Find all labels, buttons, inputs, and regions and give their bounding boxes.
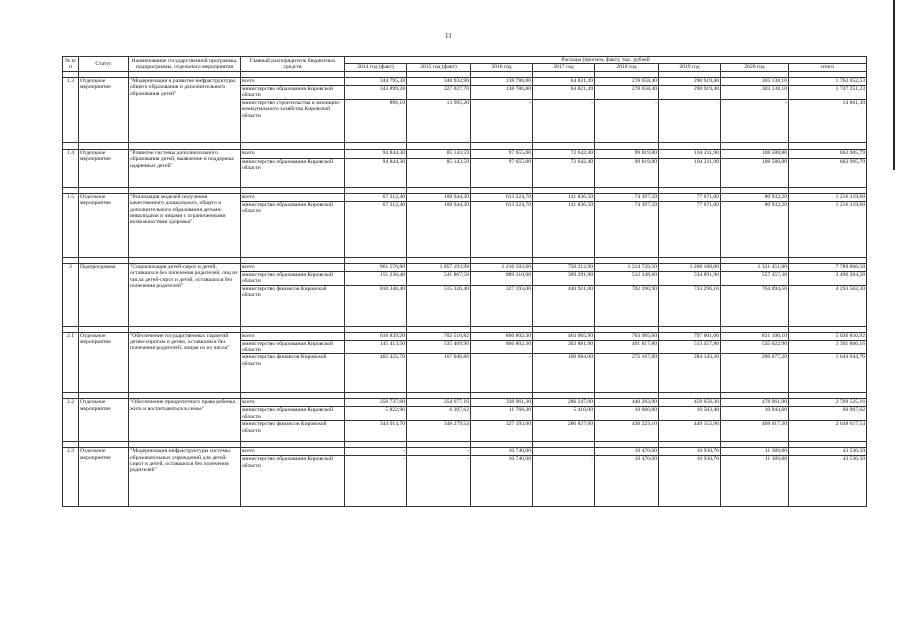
row-year-value: - bbox=[471, 99, 533, 142]
row-year-value: 72 642,40 bbox=[533, 158, 595, 187]
row-budget-admin: всего bbox=[241, 332, 345, 340]
row-year-value: 327 193,00 bbox=[471, 421, 533, 442]
row-status: Отдельное мероприятие bbox=[79, 149, 129, 187]
row-budget-admin: всего bbox=[241, 149, 345, 158]
row-status: Отдельное мероприятие bbox=[79, 332, 129, 393]
row-budget-admin: министерство финансов Кировской области bbox=[241, 285, 345, 326]
table-row bbox=[63, 263, 867, 271]
row-year-value: 344 914,70 bbox=[345, 421, 407, 442]
empty-cell bbox=[659, 142, 721, 149]
row-number: 2.1 bbox=[63, 332, 79, 393]
row-year-value: 67 312,40 bbox=[345, 193, 407, 201]
row-year-value: 866 802,30 bbox=[471, 340, 533, 354]
empty-cell bbox=[721, 142, 789, 149]
row-year-value: - bbox=[345, 456, 407, 507]
row-year-value: 702 390,90 bbox=[595, 285, 659, 326]
row-year-value: 99 819,80 bbox=[595, 149, 659, 158]
row-year-value: 167 046,86 bbox=[407, 354, 471, 393]
row-status: Подпрограмма bbox=[79, 263, 129, 326]
row-program-name: "Реализация моделей получения качественного дошкольного, общего и дополнительного образования детьми-инвалидами и лицами с ограниченными возможностями здоровья" bbox=[129, 193, 241, 257]
row-year-value: 141 836,50 bbox=[533, 201, 595, 257]
row-year-value: 296 077,20 bbox=[721, 354, 789, 393]
row-program-name: "Обеспечение государственных гарантий детям-сиротам и детям, оставшимся без попечения родителей, лицам из их числа" bbox=[129, 332, 241, 393]
row-budget-admin: министерство образования Кировской области bbox=[241, 158, 345, 187]
row-year-value: 138 786,80 bbox=[471, 77, 533, 85]
row-year-value: 1 321 451,80 bbox=[721, 263, 789, 271]
row-budget-admin: министерство образования Кировской области bbox=[241, 407, 345, 421]
empty-cell bbox=[471, 142, 533, 149]
row-year-value: 10 944,60 bbox=[721, 407, 789, 421]
row-program-name: "Модернизация и развитие инфраструктуры общего образования и дополнительного образования детей" bbox=[129, 77, 241, 142]
row-year-value: 138 786,80 bbox=[471, 85, 533, 99]
row-total-value: 5 036 810,92 bbox=[789, 332, 867, 340]
row-budget-admin: министерство финансов Кировской области bbox=[241, 354, 345, 393]
row-year-value: 11 389,80 bbox=[721, 448, 789, 456]
row-program-name: "Развитие системы дополнительного образования детей, выявление и поддержка одаренных детей" bbox=[129, 149, 241, 187]
row-year-value: 1 216 503,60 bbox=[471, 263, 533, 271]
row-year-value: 160 944,30 bbox=[407, 193, 471, 201]
row-budget-admin: всего bbox=[241, 263, 345, 271]
row-number: 2 bbox=[63, 263, 79, 326]
row-year-value: 80 933,20 bbox=[721, 201, 789, 257]
row-year-value: 151 236,40 bbox=[345, 271, 407, 285]
row-budget-admin: министерство образования Кировской области bbox=[241, 271, 345, 285]
row-year-value: 10 930,70 bbox=[659, 448, 721, 456]
row-year-value: 10 470,00 bbox=[595, 456, 659, 507]
row-year-value: 10 740,00 bbox=[471, 448, 533, 456]
row-total-value: 1 644 944,76 bbox=[789, 354, 867, 393]
row-year-value: 810 340,40 bbox=[345, 285, 407, 326]
row-year-value: 97 655,00 bbox=[471, 158, 533, 187]
row-year-value: 961 576,80 bbox=[345, 263, 407, 271]
header-status: Статус bbox=[79, 57, 129, 72]
row-year-value: 286 247,00 bbox=[533, 399, 595, 407]
year-header: 2015 год (факт) bbox=[407, 64, 471, 71]
row-budget-admin: министерство образования Кировской области bbox=[241, 85, 345, 99]
row-year-value: - bbox=[471, 354, 533, 393]
row-year-value: 108 588,80 bbox=[721, 158, 789, 187]
row-year-value: 534 891,90 bbox=[659, 271, 721, 285]
row-year-value: 449 152,90 bbox=[659, 421, 721, 442]
empty-cell bbox=[345, 142, 407, 149]
row-number: 2.3 bbox=[63, 448, 79, 507]
row-program-name: "Модернизация инфраструктуры системы образовательных учреждений для детей-сирот и детей, оставшихся без попечения родителей" bbox=[129, 448, 241, 507]
row-year-value: 733 296,10 bbox=[659, 285, 721, 326]
row-year-value: 541 867,58 bbox=[407, 271, 471, 285]
row-year-value: 13 905,20 bbox=[407, 99, 471, 142]
row-budget-admin: министерство образования Кировской области bbox=[241, 340, 345, 354]
row-year-value: 10 930,70 bbox=[659, 456, 721, 507]
row-year-value: 459 656,30 bbox=[659, 399, 721, 407]
row-year-value: 99 819,80 bbox=[595, 158, 659, 187]
row-year-value: 348 279,54 bbox=[407, 421, 471, 442]
row-year-value: 72 642,40 bbox=[533, 149, 595, 158]
row-year-value: 491 817,80 bbox=[595, 340, 659, 354]
row-year-value: 344 795,38 bbox=[345, 77, 407, 85]
row-total-value: 14 801,30 bbox=[789, 99, 867, 142]
row-year-value: - bbox=[659, 99, 721, 142]
row-year-value: 468 017,30 bbox=[721, 421, 789, 442]
row-year-value: 1 268 188,00 bbox=[659, 263, 721, 271]
row-year-value: 64 821,49 bbox=[533, 77, 595, 85]
row-year-value: 763 985,60 bbox=[595, 332, 659, 340]
row-year-value: 764 094,50 bbox=[721, 285, 789, 326]
row-budget-admin: всего bbox=[241, 193, 345, 201]
row-total-value: 2 648 617,54 bbox=[789, 421, 867, 442]
table-row bbox=[63, 332, 867, 340]
row-total-value: 43 530,50 bbox=[789, 456, 867, 507]
row-number: 1.4 bbox=[63, 149, 79, 187]
row-year-value: 74 397,50 bbox=[595, 201, 659, 257]
row-year-value: 10 470,00 bbox=[595, 448, 659, 456]
row-budget-admin: министерство образования Кировской области bbox=[241, 201, 345, 257]
row-status: Отдельное мероприятие bbox=[79, 77, 129, 142]
table-row bbox=[63, 149, 867, 158]
row-year-value: 515 326,40 bbox=[407, 285, 471, 326]
header-expenses: Расходы (прогноз, факт), тыс. рублей bbox=[345, 57, 867, 64]
row-year-value: 797 601,00 bbox=[659, 332, 721, 340]
row-total-value: 662 905,79 bbox=[789, 149, 867, 158]
header-row bbox=[63, 57, 867, 64]
row-year-value: - bbox=[407, 448, 471, 456]
row-year-value: 1 214 739,50 bbox=[595, 263, 659, 271]
row-year-value: 10 060,80 bbox=[595, 407, 659, 421]
row-year-value: 85 143,59 bbox=[407, 149, 471, 158]
table-body bbox=[63, 71, 867, 506]
budget-table bbox=[62, 56, 867, 507]
row-year-value: 350 737,60 bbox=[345, 399, 407, 407]
row-total-value: 7 789 866,58 bbox=[789, 263, 867, 271]
year-header: 2014 год (факт) bbox=[345, 64, 407, 71]
row-year-value: - bbox=[533, 456, 595, 507]
table-row bbox=[63, 77, 867, 85]
row-year-value: 160 084,00 bbox=[533, 354, 595, 393]
row-total-value: 1 762 052,53 bbox=[789, 77, 867, 85]
row-total-value: 2 709 525,16 bbox=[789, 399, 867, 407]
row-year-value: - bbox=[345, 448, 407, 456]
row-budget-admin: министерство финансов Кировской области bbox=[241, 421, 345, 442]
empty-cell bbox=[533, 142, 595, 149]
row-year-value: 463 965,90 bbox=[533, 332, 595, 340]
row-status: Отдельное мероприятие bbox=[79, 448, 129, 507]
row-total-value: 43 530,50 bbox=[789, 448, 867, 456]
row-year-value: 145 413,50 bbox=[345, 340, 407, 354]
row-year-value: 303 138,10 bbox=[721, 77, 789, 85]
row-year-value: - bbox=[533, 99, 595, 142]
row-year-value: 6 397,62 bbox=[407, 407, 471, 421]
row-year-value: 278 658,40 bbox=[595, 85, 659, 99]
empty-cell bbox=[63, 142, 79, 149]
row-budget-admin: всего bbox=[241, 399, 345, 407]
header-admin: Главный распорядитель бюджетных средств bbox=[241, 57, 345, 72]
row-year-value: 94 844,30 bbox=[345, 149, 407, 158]
row-budget-admin: министерство строительства и жилищно-коммунального хозяйства Кировской области bbox=[241, 99, 345, 142]
row-year-value: 896,10 bbox=[345, 99, 407, 142]
row-year-value: 327 027,76 bbox=[407, 85, 471, 99]
row-year-value: 866 802,30 bbox=[471, 332, 533, 340]
empty-cell bbox=[407, 142, 471, 149]
row-year-value: 465 425,70 bbox=[345, 354, 407, 393]
row-year-value: 513 457,80 bbox=[659, 340, 721, 354]
row-year-value: 97 655,00 bbox=[471, 149, 533, 158]
row-year-value: 141 836,50 bbox=[533, 193, 595, 201]
row-year-value: 610 839,20 bbox=[345, 332, 407, 340]
empty-cell bbox=[79, 142, 129, 149]
year-header: итого bbox=[789, 64, 867, 71]
header-name: Наименование государственной программы, подпрограммы, отдельного мероприятия bbox=[129, 57, 241, 72]
table-row bbox=[63, 448, 867, 456]
row-year-value: - bbox=[721, 99, 789, 142]
row-year-value: 77 671,00 bbox=[659, 201, 721, 257]
row-year-value: 290 919,40 bbox=[659, 77, 721, 85]
row-year-value: 280 837,00 bbox=[533, 421, 595, 442]
row-program-name: "Обеспечение приоритетного права ребенка жить и воспитываться в семье" bbox=[129, 399, 241, 442]
row-year-value: 284 143,20 bbox=[659, 354, 721, 393]
row-year-value: 535 022,90 bbox=[721, 340, 789, 354]
row-year-value: 10 740,00 bbox=[471, 456, 533, 507]
row-status: Отдельное мероприятие bbox=[79, 399, 129, 442]
row-number: 1.5 bbox=[63, 193, 79, 257]
row-year-value: 11 768,30 bbox=[471, 407, 533, 421]
row-program-name: "Социализация детей-сирот и детей, оставшихся без попечения родителей, лиц из числа детей-сирот и детей, оставшихся без попечения родителей" bbox=[129, 263, 241, 326]
row-total-value: 60 907,62 bbox=[789, 407, 867, 421]
row-year-value: 104 211,90 bbox=[659, 158, 721, 187]
row-year-value: 94 844,30 bbox=[345, 158, 407, 187]
row-year-value: 613 224,70 bbox=[471, 201, 533, 257]
empty-cell bbox=[595, 142, 659, 149]
row-year-value: 272 167,80 bbox=[595, 354, 659, 393]
row-year-value: 85 143,59 bbox=[407, 158, 471, 187]
row-year-value: - bbox=[407, 456, 471, 507]
row-year-value: 5 822,90 bbox=[345, 407, 407, 421]
row-year-value: 535 469,96 bbox=[407, 340, 471, 354]
row-year-value: 430 223,10 bbox=[595, 421, 659, 442]
row-year-value: 77 671,00 bbox=[659, 193, 721, 201]
spacer-row bbox=[63, 142, 867, 149]
row-year-value: 5 410,00 bbox=[533, 407, 595, 421]
row-year-value: 338 961,30 bbox=[471, 399, 533, 407]
row-year-value: 613 224,70 bbox=[471, 193, 533, 201]
row-number: 1.3 bbox=[63, 77, 79, 142]
row-year-value: 750 212,90 bbox=[533, 263, 595, 271]
year-header: 2018 год bbox=[595, 64, 659, 71]
year-header: 2017 год bbox=[533, 64, 595, 71]
row-year-value: 278 658,40 bbox=[595, 77, 659, 85]
row-year-value: 1 057 193,98 bbox=[407, 263, 471, 271]
page-number: 11 bbox=[445, 32, 452, 40]
year-header: 2020 год bbox=[721, 64, 789, 71]
row-year-value: 80 933,20 bbox=[721, 193, 789, 201]
row-year-value: 104 211,90 bbox=[659, 149, 721, 158]
row-total-value: 3 496 304,28 bbox=[789, 271, 867, 285]
row-year-value: 354 677,16 bbox=[407, 399, 471, 407]
row-year-value: 309 291,90 bbox=[533, 271, 595, 285]
row-year-value: 889 310,60 bbox=[471, 271, 533, 285]
header-num: № п/п bbox=[63, 57, 79, 72]
row-budget-admin: всего bbox=[241, 448, 345, 456]
row-year-value: 343 899,28 bbox=[345, 85, 407, 99]
row-year-value: 303 881,90 bbox=[533, 340, 595, 354]
row-year-value: 74 397,50 bbox=[595, 193, 659, 201]
scan-edge-line bbox=[893, 0, 895, 170]
row-year-value: 64 821,49 bbox=[533, 85, 595, 99]
row-year-value: - bbox=[533, 448, 595, 456]
row-total-value: 1 216 319,60 bbox=[789, 193, 867, 201]
row-total-value: 4 293 562,30 bbox=[789, 285, 867, 326]
table-row bbox=[63, 193, 867, 201]
row-year-value: - bbox=[595, 99, 659, 142]
row-year-value: 11 389,80 bbox=[721, 456, 789, 507]
row-total-value: 662 905,79 bbox=[789, 158, 867, 187]
row-year-value: 108 588,80 bbox=[721, 149, 789, 158]
row-year-value: 478 961,90 bbox=[721, 399, 789, 407]
row-year-value: 557 357,30 bbox=[721, 271, 789, 285]
row-year-value: 160 944,30 bbox=[407, 201, 471, 257]
row-year-value: 290 919,40 bbox=[659, 85, 721, 99]
row-budget-admin: министерство образования Кировской области bbox=[241, 456, 345, 507]
table-row bbox=[63, 399, 867, 407]
row-year-value: 702 516,82 bbox=[407, 332, 471, 340]
empty-cell bbox=[241, 142, 345, 149]
row-total-value: 3 391 866,16 bbox=[789, 340, 867, 354]
row-budget-admin: всего bbox=[241, 77, 345, 85]
empty-cell bbox=[129, 142, 241, 149]
row-year-value: 440 283,90 bbox=[595, 399, 659, 407]
row-status: Отдельное мероприятие bbox=[79, 193, 129, 257]
row-year-value: 303 138,10 bbox=[721, 85, 789, 99]
year-header: 2019 год bbox=[659, 64, 721, 71]
row-total-value: 1 216 319,60 bbox=[789, 201, 867, 257]
row-year-value: 10 503,40 bbox=[659, 407, 721, 421]
row-year-value: 512 348,60 bbox=[595, 271, 659, 285]
row-year-value: 831 100,10 bbox=[721, 332, 789, 340]
empty-cell bbox=[789, 142, 867, 149]
row-number: 2.2 bbox=[63, 399, 79, 442]
year-header: 2016 год bbox=[471, 64, 533, 71]
row-year-value: 67 312,40 bbox=[345, 201, 407, 257]
row-year-value: 340 932,96 bbox=[407, 77, 471, 85]
row-year-value: 440 921,00 bbox=[533, 285, 595, 326]
row-total-value: 1 747 251,23 bbox=[789, 85, 867, 99]
row-year-value: 327 193,00 bbox=[471, 285, 533, 326]
